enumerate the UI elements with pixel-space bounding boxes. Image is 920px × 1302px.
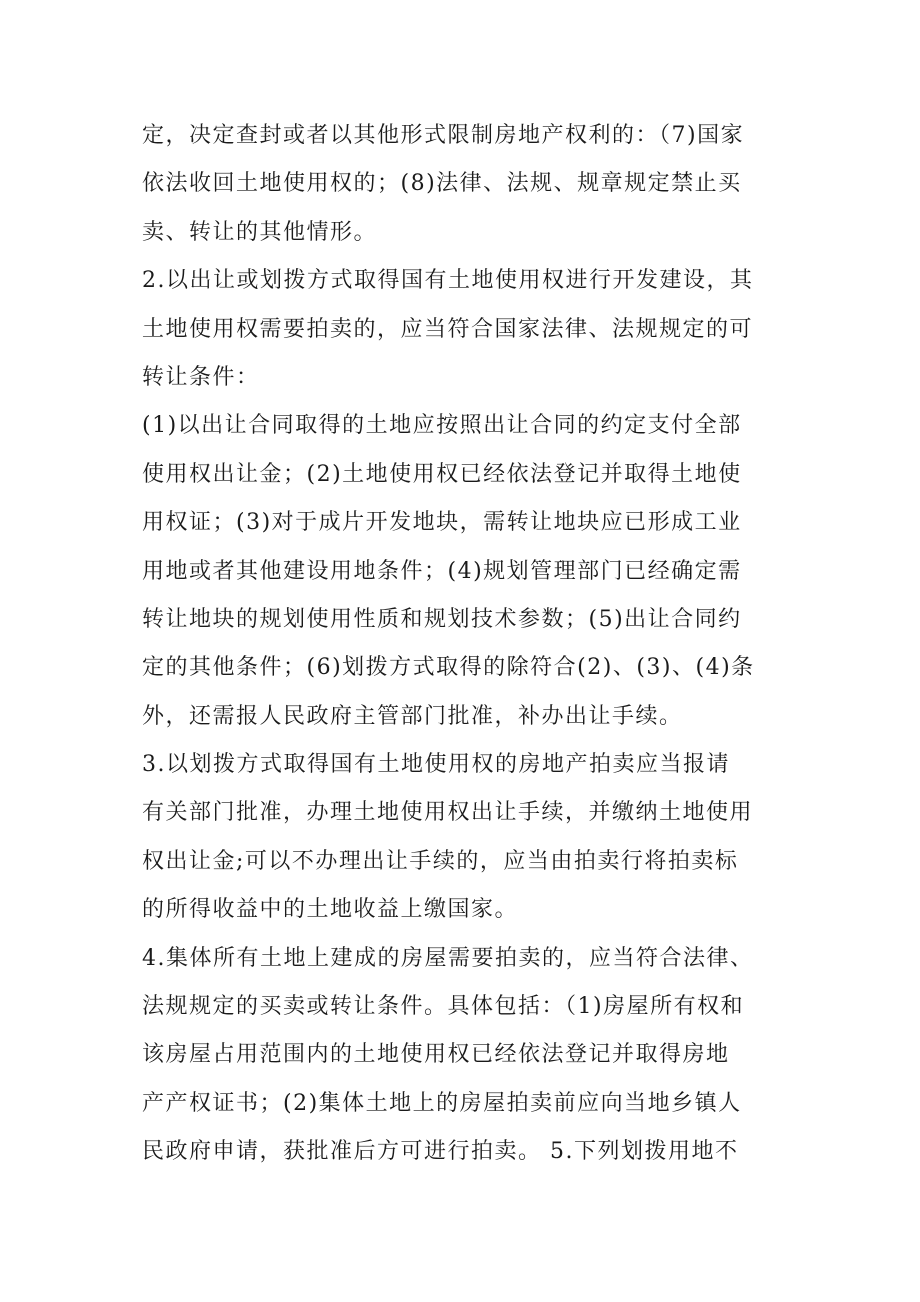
text-line: 4.集体所有土地上建成的房屋需要拍卖的，应当符合法律、 — [142, 945, 754, 971]
text-line: 依法收回土地使用权的；(8)法律、法规、规章规定禁止买 — [142, 171, 742, 197]
text-line: 有关部门批准，办理土地使用权出让手续，并缴纳土地使用 — [142, 800, 754, 826]
text-line: (1)以出让合同取得的土地应按照出让合同的约定支付全部 — [142, 413, 742, 439]
text-line: 定，决定查封或者以其他形式限制房地产权利的：（7)国家 — [142, 123, 745, 148]
text-line: 的所得收益中的土地收益上缴国家。 — [142, 897, 519, 923]
text-line: 转让地块的规划使用性质和规划技术参数；(5)出让合同约 — [142, 606, 742, 632]
text-line: 土地使用权需要拍卖的，应当符合国家法律、法规规定的可 — [142, 316, 754, 342]
text-line: 用权证；(3)对于成片开发地块，需转让地块应已形成工业 — [142, 510, 742, 536]
text-line: 定的其他条件；(6)划拨方式取得的除符合(2)、(3)、(4)条 — [142, 655, 755, 681]
text-line: 法规规定的买卖或转让条件。具体包括：（1)房屋所有权和 — [142, 994, 745, 1020]
text-line: 2.以出让或划拨方式取得国有土地使用权进行开发建设，其 — [142, 268, 754, 294]
text-line: 产产权证书；(2)集体土地上的房屋拍卖前应向当地乡镇人 — [142, 1090, 742, 1116]
text-line: 该房屋占用范围内的土地使用权已经依法登记并取得房地 — [142, 1042, 730, 1068]
text-line: 用地或者其他建设用地条件；(4)规划管理部门已经确定需 — [142, 558, 742, 584]
text-line: 民政府申请，获批准后方可进行拍卖。 5.下列划拨用地不 — [142, 1139, 739, 1165]
text-line: 使用权出让金；(2)土地使用权已经依法登记并取得土地使 — [142, 461, 742, 487]
text-line: 外，还需报人民政府主管部门批准，补办出让手续。 — [142, 703, 683, 729]
body-text — [142, 112, 802, 1177]
text-line: 卖、转让的其他情形。 — [142, 219, 378, 245]
text-line: 权出让金;可以不办理出让手续的，应当由拍卖行将拍卖标 — [142, 848, 739, 874]
text-line: 转让条件： — [142, 364, 260, 390]
text-line: 3.以划拨方式取得国有土地使用权的房地产拍卖应当报请 — [142, 752, 730, 778]
